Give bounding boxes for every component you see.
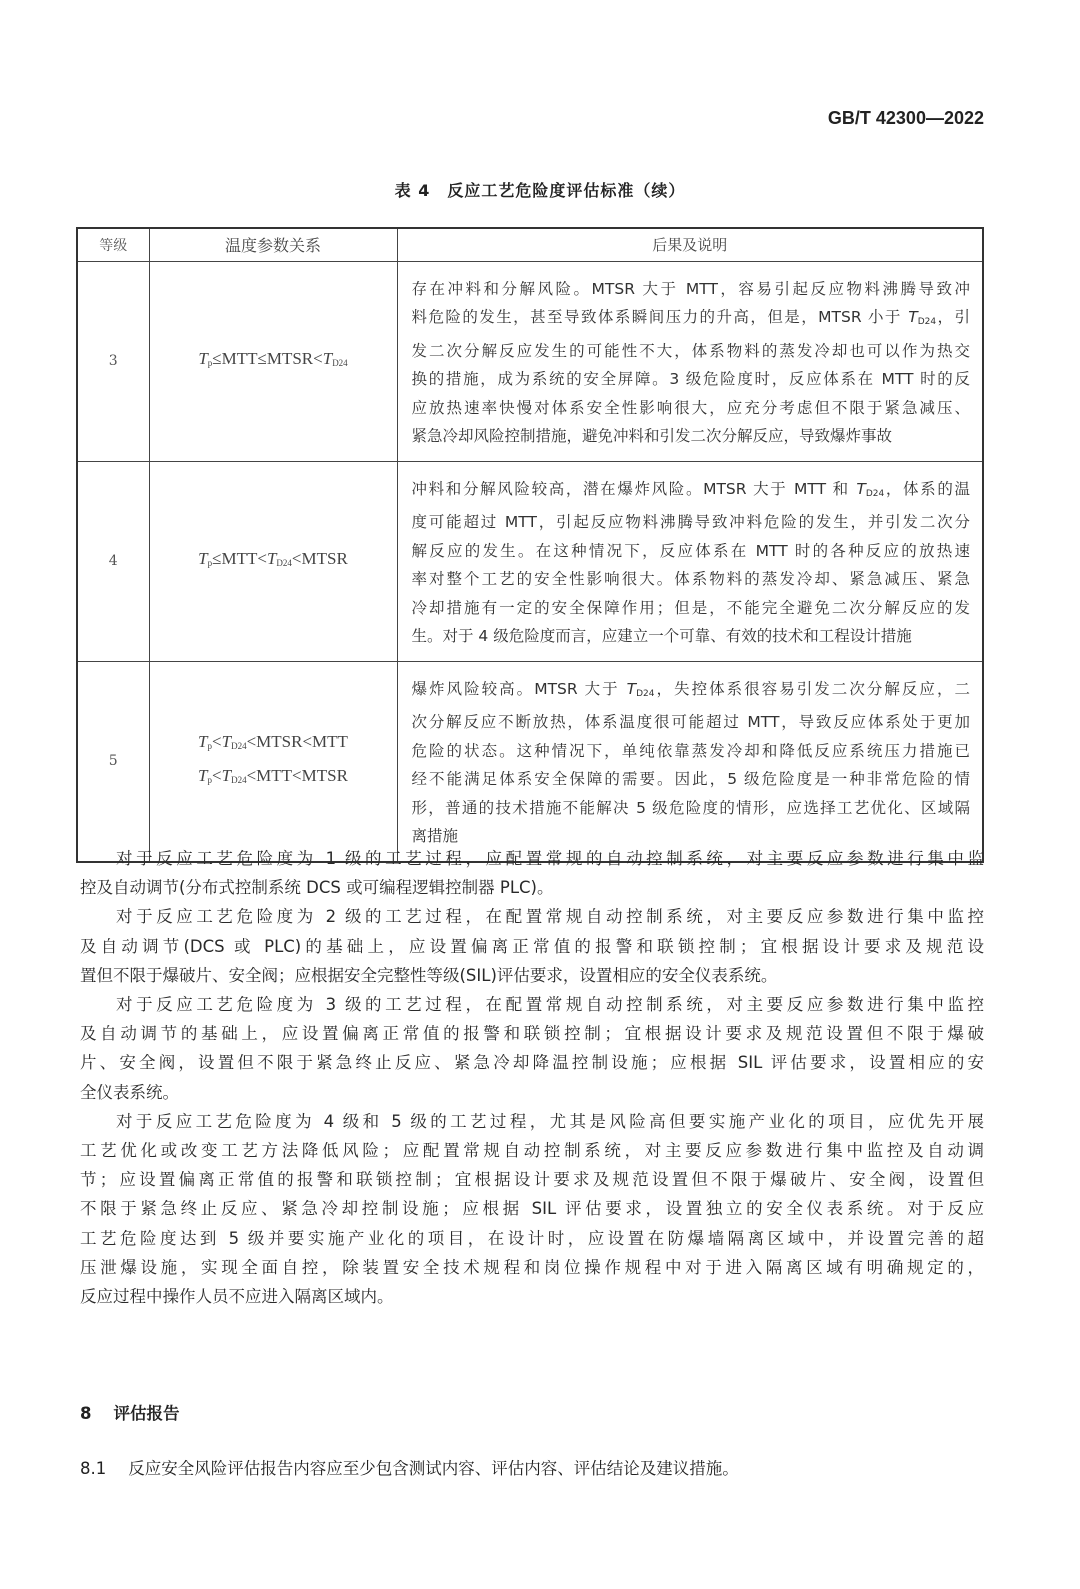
paragraph-line: 对于反应工艺危险度为 3 级的工艺过程，在配置常规自动控制系统，对主要反应参数进行集中监控 (116, 995, 984, 1015)
consequence-cell (397, 661, 983, 862)
variable-symbol: T (322, 349, 333, 368)
clause-number: 8.1 (80, 1459, 107, 1478)
consequence-cell (397, 261, 983, 461)
paragraph-line: 全仪表系统。 (80, 1082, 179, 1102)
paragraph-line: 控及自动调节(分布式控制系统 DCS 或可编程逻辑控制器 PLC)。 (80, 878, 554, 898)
level-cell: 5 (77, 661, 149, 862)
paragraph-line: 工艺优化或改变工艺方法降低风险；应配置常规自动控制系统，对主要反应参数进行集中监控及自动调 (80, 1141, 984, 1161)
level-cell: 3 (77, 261, 149, 461)
section-title: 评估报告 (113, 1404, 180, 1423)
text-segment: 发二次分解反应发生的可能性不大，体系物料的蒸发冷却也可以作为热交 (411, 341, 970, 360)
consequence-line (412, 508, 971, 537)
variable-symbol: T (198, 766, 208, 785)
text-segment: 度可能超过 MTT，引起反应物料沸腾导致冲料危险的发生，并引发二次分 (411, 513, 970, 531)
text-segment: 率对整个工艺的安全性影响很大。体系物料的蒸发冷却、紧急减压、紧急 (411, 570, 970, 588)
table-row (77, 461, 983, 661)
header-temperature-relation: 温度参数关系 (149, 228, 397, 261)
consequence-line (412, 565, 971, 594)
consequence-line (412, 594, 971, 623)
text-segment: 换的措施，成为系统的安全屏障。3 级危险度时，反应体系在 MTT 时的反 (411, 370, 970, 388)
text-segment: ，失控体系很容易引发二次分解反应，二 (654, 679, 970, 698)
consequence-line (412, 337, 971, 366)
paragraph-line: 不限于紧急终止反应、紧急冷却控制设施；应根据 SIL 评估要求，设置独立的安全仪表系统。对于反应 (80, 1199, 984, 1219)
paragraph-line: 置但不限于爆破片、安全阀；应根据安全完整性等级(SIL)评估要求，设置相应的安全仪表系统。 (80, 965, 778, 985)
variable-subscript: p (207, 741, 213, 751)
section-number: 8 (80, 1404, 92, 1423)
text-segment: <MTT<MTSR (246, 766, 348, 785)
consequence-line (412, 422, 971, 451)
paragraph-line: 及自动调节(DCS 或 PLC)的基础上，应设置偏离正常值的报警和联锁控制；宜根据设计要求及规范设 (80, 936, 984, 956)
text-segment: 次分解反应不断放热，体系温度很可能超过 MTT，导致反应体系处于更加 (411, 713, 970, 731)
variable-symbol: T (198, 732, 208, 751)
table-caption: 表 4 反应工艺危险度评估标准（续） (394, 181, 686, 200)
variable-symbol: T (198, 549, 208, 568)
consequence-line (412, 622, 971, 651)
consequence-line (412, 708, 971, 737)
consequence-line (412, 475, 971, 509)
variable-subscript: D24 (231, 775, 247, 785)
paragraph-line: 节；应设置偏离正常值的报警和联锁控制；宜根据设计要求及规范设置但不限于爆破片、安全阀，设置但 (80, 1170, 984, 1190)
consequence-line (412, 365, 971, 394)
variable-subscript: D24 (276, 558, 292, 568)
section-heading (80, 1400, 179, 1424)
relation-formula (150, 727, 397, 761)
text-segment: 冲料和分解风险较高，潜在爆炸风险。MTSR 大于 MTT 和 (411, 479, 857, 498)
paragraph-line: 及自动调节的基础上，应设置偏离正常值的报警和联锁控制；宜根据设计要求及规范设置但不限于爆破 (80, 1024, 984, 1044)
text-segment: < (212, 732, 222, 751)
hazard-criteria-table (76, 227, 984, 863)
consequence-cell (397, 461, 983, 661)
temperature-relation-cell (149, 461, 397, 661)
text-segment: 危险的状态。这种情况下，单纯依靠蒸发冷却和降低反应系统压力措施已 (411, 741, 970, 760)
paragraph (80, 844, 984, 902)
paragraph-line: 压泄爆设施，实现全面自控，除装置安全技术规程和岗位操作规程中对于进入隔离区域有明确规定的， (80, 1257, 984, 1277)
text-segment: ，体系的温 (884, 479, 970, 498)
consequence-line (412, 794, 971, 823)
text-segment: ，引 (936, 308, 970, 326)
text-segment: 应放热速率快慢对体系安全性影响很大，应充分考虑但不限于紧急减压、 (411, 398, 970, 417)
text-segment: 经不能满足体系安全保障的需要。因此，5 级危险度是一种非常危险的情 (411, 770, 970, 788)
variable-symbol: T (626, 679, 637, 698)
relation-formula (150, 761, 397, 795)
variable-subscript: p (207, 558, 213, 568)
table-row (77, 661, 983, 862)
text-segment: 离措施 (411, 827, 459, 845)
variable-subscript: D24 (917, 317, 937, 327)
table-row (77, 261, 983, 461)
paragraph (80, 990, 984, 1107)
variable-symbol: T (856, 479, 866, 498)
temperature-relation-cell (149, 261, 397, 461)
paragraph (80, 1107, 984, 1311)
text-segment: < (212, 766, 222, 785)
text-segment: 形，普通的技术措施不能解决 5 级危险度的情形，应选择工艺优化、区域隔 (411, 798, 970, 817)
variable-subscript: D24 (332, 358, 348, 368)
relation-formula (150, 544, 397, 578)
paragraph-line: 对于反应工艺危险度为 2 级的工艺过程，在配置常规自动控制系统，对主要反应参数进行集中监控 (116, 907, 984, 927)
paragraph (80, 902, 984, 990)
consequence-line (412, 394, 971, 423)
variable-symbol: T (221, 732, 232, 751)
paragraph-line: 反应过程中操作人员不应进入隔离区域内。 (80, 1287, 394, 1307)
variable-subscript: D24 (865, 488, 885, 499)
variable-subscript: p (207, 358, 213, 368)
header-consequence: 后果及说明 (397, 228, 983, 261)
variable-symbol: T (221, 766, 232, 785)
consequence-line (412, 303, 971, 337)
standard-number: GB/T 42300—2022 (827, 108, 984, 128)
consequence-line (412, 275, 971, 304)
consequence-line (412, 537, 971, 566)
variable-symbol: T (198, 349, 208, 368)
header-level: 等级 (77, 228, 149, 261)
clause-8-1 (80, 1455, 739, 1479)
table-header-row (77, 228, 983, 261)
text-segment: 爆炸风险较高。MTSR 大于 (411, 679, 627, 698)
variable-symbol: T (266, 549, 277, 568)
body-text (80, 844, 984, 1311)
text-segment: 存在冲料和分解风险。MTSR 大于 MTT，容易引起反应物料沸腾导致冲 (411, 279, 970, 298)
level-cell: 4 (77, 461, 149, 661)
variable-subscript: D24 (636, 688, 655, 699)
text-segment: <MTSR (291, 549, 348, 568)
text-segment: ≤MTT≤MTSR< (212, 349, 323, 368)
variable-symbol: T (908, 308, 918, 326)
paragraph-line: 工艺危险度达到 5 级并要实施产业化的项目，在设计时，应设置在防爆墙隔离区域中，并设置完善的超 (80, 1228, 984, 1248)
text-segment: 冷却措施有一定的安全保障作用；但是，不能完全避免二次分解反应的发 (411, 598, 970, 617)
relation-formula (150, 344, 397, 378)
text-segment: 料危险的发生，甚至导致体系瞬间压力的升高，但是，MTSR 小于 (411, 308, 909, 326)
clause-text: 反应安全风险评估报告内容应至少包含测试内容、评估内容、评估结论及建议措施。 (128, 1459, 739, 1478)
text-segment: ≤MTT< (212, 549, 267, 568)
temperature-relation-cell (149, 661, 397, 862)
variable-subscript: p (207, 775, 213, 785)
consequence-line (412, 765, 971, 794)
text-segment: <MTSR<MTT (246, 732, 348, 751)
text-segment: 解反应的发生。在这种情况下，反应体系在 MTT 时的各种反应的放热速 (411, 541, 970, 560)
paragraph-line: 对于反应工艺危险度为 4 级和 5 级的工艺过程，尤其是风险高但要实施产业化的项目，应优先开展 (116, 1111, 984, 1131)
variable-subscript: D24 (231, 741, 247, 751)
text-segment: 生。对于 4 级危险度而言，应建立一个可靠、有效的技术和工程设计措施 (411, 627, 912, 645)
consequence-line (412, 737, 971, 766)
paragraph-line: 片、安全阀，设置但不限于紧急终止反应、紧急冷却降温控制设施；应根据 SIL 评估要求，设置相应的安 (80, 1053, 984, 1073)
consequence-line (412, 675, 971, 709)
paragraph-line: 对于反应工艺危险度为 1 级的工艺过程，应配置常规的自动控制系统，对主要反应参数进行集中监 (116, 849, 984, 868)
text-segment: 紧急冷却风险控制措施，避免冲料和引发二次分解反应，导致爆炸事故 (411, 427, 893, 445)
